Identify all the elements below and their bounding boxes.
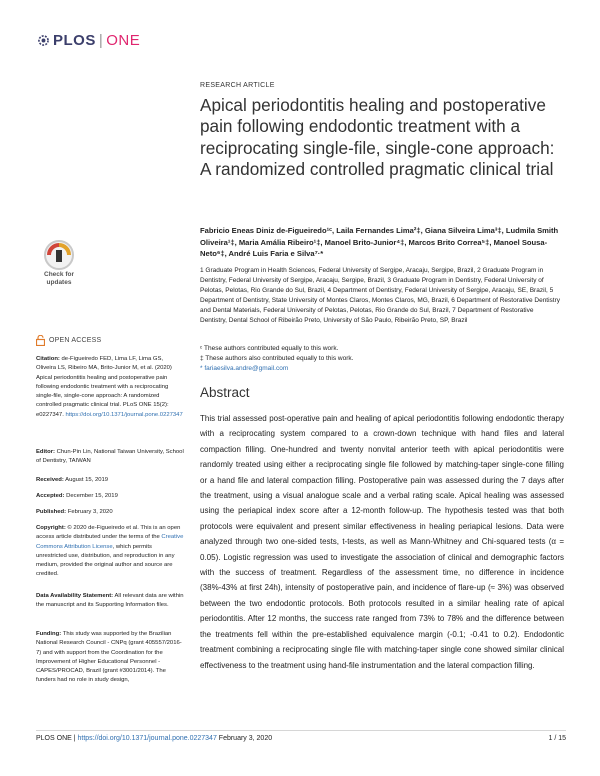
logo-one: ONE (106, 32, 141, 49)
accepted-block (36, 492, 184, 501)
abstract-heading: Abstract (200, 385, 250, 400)
open-access-label (36, 335, 101, 346)
equal-contribution-note: ᶜ These authors contributed equally to this work. (200, 345, 339, 352)
editor-block (36, 448, 184, 467)
funding-block (36, 630, 184, 686)
crossmark-icon (43, 239, 75, 271)
citation-doi-link[interactable]: https://doi.org/10.1371/journal.pone.0227347 (65, 411, 183, 418)
affiliations: 1 Graduate Program in Health Sciences, Federal University of Sergipe, Aracaju, Sergipe, Brazil, 2 Graduate Program in Dentistry, Federal University of Sergipe, Aracaju, Sergipe, Brazil, 3 Graduate Program in Dentistry, Federal University of Pelotas, Pelotas, Rio Grande do Sul, Brazil, 4 Department of Dentistry, Federal University of Sergipe, Aracaju, SE, Brazil, 5 Department of Dentistry, State University of Montes Claros, Montes Claros, MG, Brazil, 6 Department of Restorative Dentistry and Dental Materials, Federal University of Pelotas, Pelotas, Rio Grande do Sul, Brazil, 7 Department of Restorative Dentistry, Dental School of Ribeirão Preto, University of São Paulo, Ribeirão Preto, SP, Brazil (200, 267, 561, 324)
footer-doi-link[interactable]: https://doi.org/10.1371/journal.pone.0227347 (77, 735, 217, 742)
logo-separator: | (98, 32, 104, 49)
funding-label: Funding: (36, 631, 62, 637)
editor-text: Chun-Pin Lin, National Taiwan University, School of Dentistry, TAIWAN (36, 449, 184, 465)
funding-text: This study was supported by the Brazilian National Research Council - CNPq (grant 405557/2016-7) and with support from the Coordination for the Improvement of Higher Educational Personnel - CAPES/PROCAD, Brazil (grant #3001/2014). The funders had no role in study design, (36, 631, 182, 684)
author-list[interactable]: Fabricio Eneas Diniz de-Figueiredo¹ᶜ, Laila Fernandes Lima²‡, Giana Silveira Lima³‡, Ludmila Smith Oliveira¹‡, Maria Amália Ribeiro¹‡, Manoel Brito-Junior⁴‡, Marcos Brito Correa⁵‡, Manoel Sousa-Neto⁶‡, André Luis Faria e Silva⁷·* (200, 226, 559, 258)
copyright-text: © 2020 de-Figueiredo et al. This is an open access article distributed under the terms of the (36, 525, 181, 541)
footer-divider (36, 730, 566, 731)
published-date: February 3, 2020 (66, 509, 113, 515)
data-availability-text: All relevant data are within the manuscript and its Supporting Information files. (36, 593, 184, 609)
citation-label: Citation: (36, 356, 60, 362)
article-title: Apical periodontitis healing and postoperative pain following endodontic treatment with a reciprocating single-file, single-cone approach: A randomized controlled pragmatic clinical trial (200, 95, 555, 179)
author-notes (200, 344, 562, 374)
page-number: 1 / 15 (548, 735, 566, 742)
logo-plos: PLOS (53, 32, 96, 49)
crossmark-label: Check for updates (44, 271, 74, 286)
open-access-text: OPEN ACCESS (49, 337, 102, 344)
copyright-label: Copyright: (36, 525, 66, 531)
article-type: RESEARCH ARTICLE (200, 82, 275, 89)
abstract-text: This trial assessed post-operative pain and healing of apical periodontitis following endodontic therapy with a reciprocating system compared to a crown-down technique with hand files and lateral compaction filling. One-hundred and twenty nonvital anterior teeth with apical periodontitis were randomly treated using either a reciprocating single file followed by matching-taper single-cone filling or a hand file and lateral compaction filling. Postoperative pain was assessed during the 7 days after the treatment, using a visual analogue scale and a verbal rating scale. Apical healing was assessed using the periapical index score after a 12-month follow-up. The hypothesis tested was that both protocols were equivalent and present similar effectiveness in healing periapical lesions. Data were analyzed through two one-sided tests, t-tests, as well as Mann-Whitney and Chi-squared tests (α = 0.05). Logistic regression was used to investigate the association of clinical and demographic factors with the success of treatment. Regardless of the assessment time, no difference in incidence (38%-43% at first 24h), intensity of postoperative pain, and incidence of flare-up (≈ 3%) was observed between the two endodontic protocols. Both protocols resulted in a similar healing rate of apical periodontitis. After 12 months, the success rate ranged from 73% to 78% and the difference between the treatments fell within the pre-established equivalence margin (-0.1; -0.41 to 0.2). Endodontic treatment combining a reciprocating single file with matching-taper single cone showed similar clinical effectiveness to the treatment using hand-file instrumentation and the lateral compaction filling. (200, 414, 564, 670)
received-label: Received: (36, 477, 64, 483)
copyright-text-2: , which permits unrestricted use, distribution, and reproduction in any medium, provided the original author and source are credited. (36, 543, 175, 578)
accepted-label: Accepted: (36, 493, 65, 499)
citation-block (36, 355, 184, 420)
accepted-date: December 15, 2019 (64, 493, 118, 499)
published-label: Published: (36, 509, 67, 515)
data-availability-block (36, 592, 184, 611)
copyright-block (36, 524, 184, 580)
check-for-updates-badge[interactable] (36, 239, 82, 299)
also-contribution-note: ‡ These authors also contributed equally to this work. (200, 355, 354, 362)
editor-label: Editor: (36, 449, 55, 455)
unlock-icon (36, 335, 45, 346)
footer-journal: PLOS ONE | (36, 735, 78, 742)
footer-date: February 3, 2020 (216, 735, 273, 742)
page-footer (36, 735, 566, 742)
received-date: August 15, 2019 (63, 477, 109, 483)
plos-gear-icon (37, 34, 50, 47)
corresponding-email-link[interactable]: * fariaesilva.andre@gmail.com (200, 365, 289, 372)
data-availability-label: Data Availability Statement: (36, 593, 114, 599)
received-block (36, 476, 184, 485)
published-block (36, 508, 184, 517)
cc-license-link[interactable]: Creative Commons Attribution License (36, 534, 184, 550)
citation-text: de-Figueiredo FED, Lima LF, Lima GS, Oliveira LS, Ribeiro MA, Brito-Junior M, et al. (2020) Apical periodontitis healing and postoperative pain following endodontic treatment with a reciprocating single-file, single-cone approach: A randomized controlled pragmatic clinical trial. PLoS ONE 15(2): e0227347. (36, 356, 172, 418)
plos-one-logo (37, 32, 140, 49)
